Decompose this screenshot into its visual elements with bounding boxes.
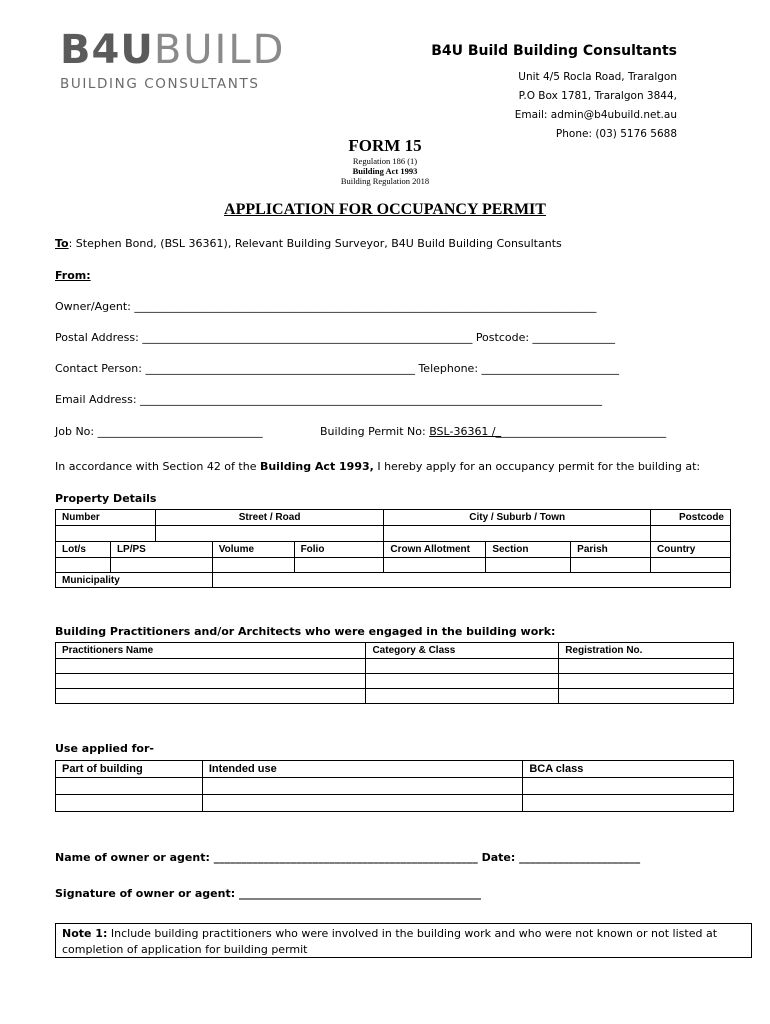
building-permit-label: Building Permit No: bbox=[320, 425, 430, 438]
part-of-building-input[interactable] bbox=[56, 778, 203, 795]
accordance-pre: In accordance with Section 42 of the bbox=[55, 460, 260, 473]
owner-name-field[interactable]: ________________________________________________ bbox=[209, 851, 482, 864]
country-input[interactable] bbox=[651, 558, 731, 573]
category-class-input[interactable] bbox=[366, 674, 559, 689]
folio-input[interactable] bbox=[294, 558, 384, 573]
parish-header: Parish bbox=[571, 542, 651, 558]
company-name: B4U Build Building Consultants bbox=[431, 43, 677, 59]
form-act: Building Act 1993 bbox=[352, 166, 418, 176]
building-permit-field[interactable] bbox=[320, 425, 666, 438]
city-suburb-input[interactable] bbox=[384, 526, 651, 542]
city-suburb-header: City / Suburb / Town bbox=[384, 510, 651, 526]
country-header: Country bbox=[651, 542, 731, 558]
part-of-building-header: Part of building bbox=[56, 761, 203, 778]
logo-tagline: BUILDING CONSULTANTS bbox=[60, 76, 260, 92]
parish-input[interactable] bbox=[571, 558, 651, 573]
street-road-input[interactable] bbox=[155, 526, 384, 542]
owner-name-date-line bbox=[55, 851, 640, 864]
volume-input[interactable] bbox=[212, 558, 294, 573]
use-applied-table bbox=[55, 760, 734, 812]
form-building-regulation: Building Regulation 2018 bbox=[340, 176, 430, 186]
date-label: Date: bbox=[481, 851, 516, 864]
lp-ps-input[interactable] bbox=[110, 558, 212, 573]
accordance-post: I hereby apply for an occupancy permit for the building at: bbox=[373, 460, 701, 473]
practitioner-name-input[interactable] bbox=[56, 674, 366, 689]
lots-input[interactable] bbox=[56, 558, 111, 573]
volume-header: Volume bbox=[212, 542, 294, 558]
registration-no-input[interactable] bbox=[559, 659, 734, 674]
owner-name-label: Name of owner or agent: bbox=[55, 851, 210, 864]
form-regulation: Regulation 186 (1) bbox=[352, 156, 418, 166]
logo-light-text: BUILD bbox=[153, 27, 286, 73]
registration-no-input[interactable] bbox=[559, 689, 734, 704]
practitioner-name-input[interactable] bbox=[56, 659, 366, 674]
intended-use-input[interactable] bbox=[202, 795, 522, 812]
section-header: Section bbox=[486, 542, 571, 558]
registration-no-header: Registration No. bbox=[559, 643, 734, 659]
building-permit-value: BSL-36361 /_ bbox=[429, 425, 502, 438]
signature-line bbox=[55, 887, 481, 900]
accordance-act: Building Act 1993, bbox=[259, 460, 374, 473]
street-road-header: Street / Road bbox=[155, 510, 384, 526]
registration-no-input[interactable] bbox=[559, 674, 734, 689]
intended-use-input[interactable] bbox=[202, 778, 522, 795]
job-no-field[interactable]: Job No: ______________________________ bbox=[55, 425, 263, 438]
postal-address-field[interactable]: Postal Address: ____________________________________________________________ Postcode: _______________ bbox=[55, 331, 616, 344]
property-details-table bbox=[55, 509, 731, 588]
category-class-input[interactable] bbox=[366, 689, 559, 704]
intended-use-header: Intended use bbox=[202, 761, 522, 778]
to-label: To bbox=[55, 237, 69, 250]
bca-class-header: BCA class bbox=[523, 761, 734, 778]
practitioner-name-input[interactable] bbox=[56, 689, 366, 704]
crown-allotment-header: Crown Allotment bbox=[384, 542, 486, 558]
company-phone: Phone: (03) 5176 5688 bbox=[555, 128, 677, 140]
use-applied-heading: Use applied for- bbox=[55, 742, 154, 755]
email-address-field[interactable]: Email Address: ____________________________________________________________________________________ bbox=[55, 393, 603, 406]
section-input[interactable] bbox=[486, 558, 571, 573]
practitioners-heading: Building Practitioners and/or Architects who were engaged in the building work: bbox=[55, 625, 556, 638]
municipality-input[interactable] bbox=[212, 573, 730, 588]
company-logo bbox=[60, 27, 305, 100]
date-field[interactable]: ______________________ bbox=[515, 851, 641, 864]
number-input[interactable] bbox=[56, 526, 156, 542]
page-title: APPLICATION FOR OCCUPANCY PERMIT bbox=[224, 201, 546, 218]
practitioners-name-header: Practitioners Name bbox=[56, 643, 366, 659]
company-contact-block bbox=[431, 43, 677, 144]
bca-class-input[interactable] bbox=[523, 778, 734, 795]
practitioners-table bbox=[55, 642, 734, 704]
to-line bbox=[55, 237, 562, 250]
municipality-label: Municipality bbox=[56, 573, 213, 588]
building-permit-blank: ______________________________ bbox=[501, 425, 667, 438]
signature-label: Signature of owner or agent: bbox=[55, 887, 236, 900]
note-label: Note 1: bbox=[62, 927, 108, 940]
form-number: FORM 15 bbox=[348, 136, 422, 155]
owner-agent-field[interactable]: Owner/Agent: ____________________________________________________________________________________ bbox=[55, 300, 597, 313]
accordance-statement bbox=[55, 460, 700, 473]
note-box bbox=[55, 923, 752, 958]
form-header bbox=[0, 136, 770, 186]
logo-bold-text: B4U bbox=[60, 27, 154, 73]
to-text: : Stephen Bond, (BSL 36361), Relevant Building Surveyor, B4U Build Building Consultants bbox=[68, 237, 562, 250]
company-email: Email: admin@b4ubuild.net.au bbox=[514, 109, 677, 121]
postcode-input[interactable] bbox=[651, 526, 731, 542]
contact-person-field[interactable]: Contact Person: _________________________________________________ Telephone: _________________________ bbox=[55, 362, 620, 375]
from-label: From: bbox=[55, 269, 91, 282]
lp-ps-header: LP/PS bbox=[110, 542, 212, 558]
property-details-heading: Property Details bbox=[55, 492, 157, 505]
folio-header: Folio bbox=[294, 542, 384, 558]
number-header: Number bbox=[56, 510, 156, 526]
bca-class-input[interactable] bbox=[523, 795, 734, 812]
company-address-1: Unit 4/5 Rocla Road, Traralgon bbox=[518, 71, 677, 83]
category-class-input[interactable] bbox=[366, 659, 559, 674]
company-address-2: P.O Box 1781, Traralgon 3844, bbox=[518, 90, 677, 102]
crown-allotment-input[interactable] bbox=[384, 558, 486, 573]
part-of-building-input[interactable] bbox=[56, 795, 203, 812]
postcode-header: Postcode bbox=[651, 510, 731, 526]
lots-header: Lot/s bbox=[56, 542, 111, 558]
category-class-header: Category & Class bbox=[366, 643, 559, 659]
signature-field[interactable]: ____________________________________________ bbox=[235, 887, 481, 900]
note-text: Include building practitioners who were involved in the building work and who were not known or not listed at completion of application for building permit bbox=[62, 927, 718, 956]
